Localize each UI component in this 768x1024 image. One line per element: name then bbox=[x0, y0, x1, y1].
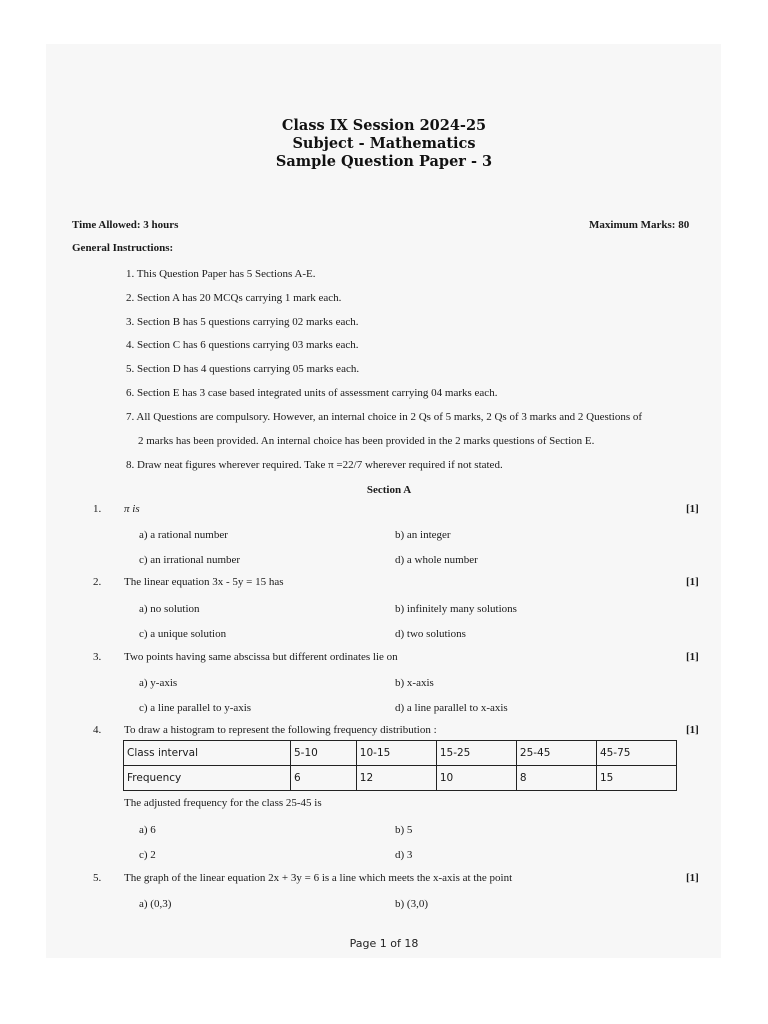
table-cell: 45-75 bbox=[596, 741, 676, 766]
table-cell: 10 bbox=[436, 766, 516, 791]
option-c: c) a line parallel to y-axis bbox=[139, 702, 252, 714]
question-number: 4. bbox=[93, 724, 102, 736]
table-cell: Frequency bbox=[124, 766, 291, 791]
question-number: 5. bbox=[93, 872, 102, 884]
table-row bbox=[124, 741, 677, 766]
question-mark: [1] bbox=[686, 872, 699, 884]
instruction-item: 3. Section B has 5 questions carrying 02 marks each. bbox=[126, 316, 359, 328]
maximum-marks: Maximum Marks: 80 bbox=[589, 219, 690, 231]
option-b: b) x-axis bbox=[395, 677, 434, 689]
option-b: b) an integer bbox=[395, 529, 451, 541]
option-b: b) infinitely many solutions bbox=[395, 603, 517, 615]
option-c: c) an irrational number bbox=[139, 554, 241, 566]
instruction-item: 7. All Questions are compulsory. However, an internal choice in 2 Qs of 5 marks, 2 Qs of 3 marks and 2 Questions of bbox=[126, 411, 643, 423]
question-text: The linear equation 3x - 5y = 15 has bbox=[124, 576, 284, 588]
time-allowed: Time Allowed: 3 hours bbox=[72, 219, 179, 231]
table-cell: 5-10 bbox=[291, 741, 357, 766]
instruction-item: 5. Section D has 4 questions carrying 05 marks each. bbox=[126, 363, 360, 375]
question-number: 2. bbox=[93, 576, 102, 588]
question-mark: [1] bbox=[686, 576, 699, 588]
instruction-item-continued: 2 marks has been provided. An internal choice has been provided in the 2 marks questions of Section E. bbox=[138, 435, 595, 447]
paper-title-subject: Subject - Mathematics bbox=[292, 135, 476, 152]
table-row bbox=[124, 766, 677, 791]
question-text: To draw a histogram to represent the following frequency distribution : bbox=[124, 724, 437, 736]
question-text: Two points having same abscissa but different ordinates lie on bbox=[124, 651, 398, 663]
instruction-item: 2. Section A has 20 MCQs carrying 1 mark each. bbox=[126, 292, 342, 304]
table-cell: 8 bbox=[516, 766, 596, 791]
option-a: a) no solution bbox=[139, 603, 200, 615]
table-cell: 6 bbox=[291, 766, 357, 791]
option-a: a) (0,3) bbox=[139, 898, 172, 910]
table-cell: 10-15 bbox=[356, 741, 436, 766]
option-d: d) a whole number bbox=[395, 554, 478, 566]
question-number: 3. bbox=[93, 651, 102, 663]
document-page bbox=[46, 44, 721, 958]
option-a: a) y-axis bbox=[139, 677, 178, 689]
question-number: 1. bbox=[93, 503, 102, 515]
option-c: c) a unique solution bbox=[139, 628, 227, 640]
question-text: The graph of the linear equation 2x + 3y = 6 is a line which meets the x-axis at the point bbox=[124, 872, 513, 884]
instruction-item: 4. Section C has 6 questions carrying 03 marks each. bbox=[126, 339, 359, 351]
instruction-item: 8. Draw neat figures wherever required. Take π =22/7 wherever required if not stated. bbox=[126, 459, 503, 471]
question-mark: [1] bbox=[686, 651, 699, 663]
table-cell: Class interval bbox=[124, 741, 291, 766]
table-cell: 12 bbox=[356, 766, 436, 791]
paper-title-class: Class IX Session 2024-25 bbox=[281, 117, 487, 134]
table-cell: 25-45 bbox=[516, 741, 596, 766]
frequency-table bbox=[123, 740, 677, 791]
section-title: Section A bbox=[366, 484, 412, 496]
option-d: d) a line parallel to x-axis bbox=[395, 702, 508, 714]
option-c: c) 2 bbox=[139, 849, 156, 861]
table-cell: 15 bbox=[596, 766, 676, 791]
instruction-item: 1. This Question Paper has 5 Sections A-E. bbox=[126, 268, 316, 280]
option-a: a) a rational number bbox=[139, 529, 228, 541]
option-d: d) 3 bbox=[395, 849, 413, 861]
question-mark: [1] bbox=[686, 724, 699, 736]
option-b: b) (3,0) bbox=[395, 898, 428, 910]
question-followup: The adjusted frequency for the class 25-45 is bbox=[124, 797, 322, 809]
page-number: Page 1 of 18 bbox=[349, 937, 419, 950]
paper-title-name: Sample Question Paper - 3 bbox=[275, 153, 493, 170]
question-text: π is bbox=[124, 503, 140, 515]
question-mark: [1] bbox=[686, 503, 699, 515]
option-d: d) two solutions bbox=[395, 628, 466, 640]
option-b: b) 5 bbox=[395, 824, 413, 836]
option-a: a) 6 bbox=[139, 824, 156, 836]
instruction-item: 6. Section E has 3 case based integrated units of assessment carrying 04 marks each. bbox=[126, 387, 498, 399]
instructions-heading: General Instructions: bbox=[72, 242, 174, 254]
table-cell: 15-25 bbox=[436, 741, 516, 766]
